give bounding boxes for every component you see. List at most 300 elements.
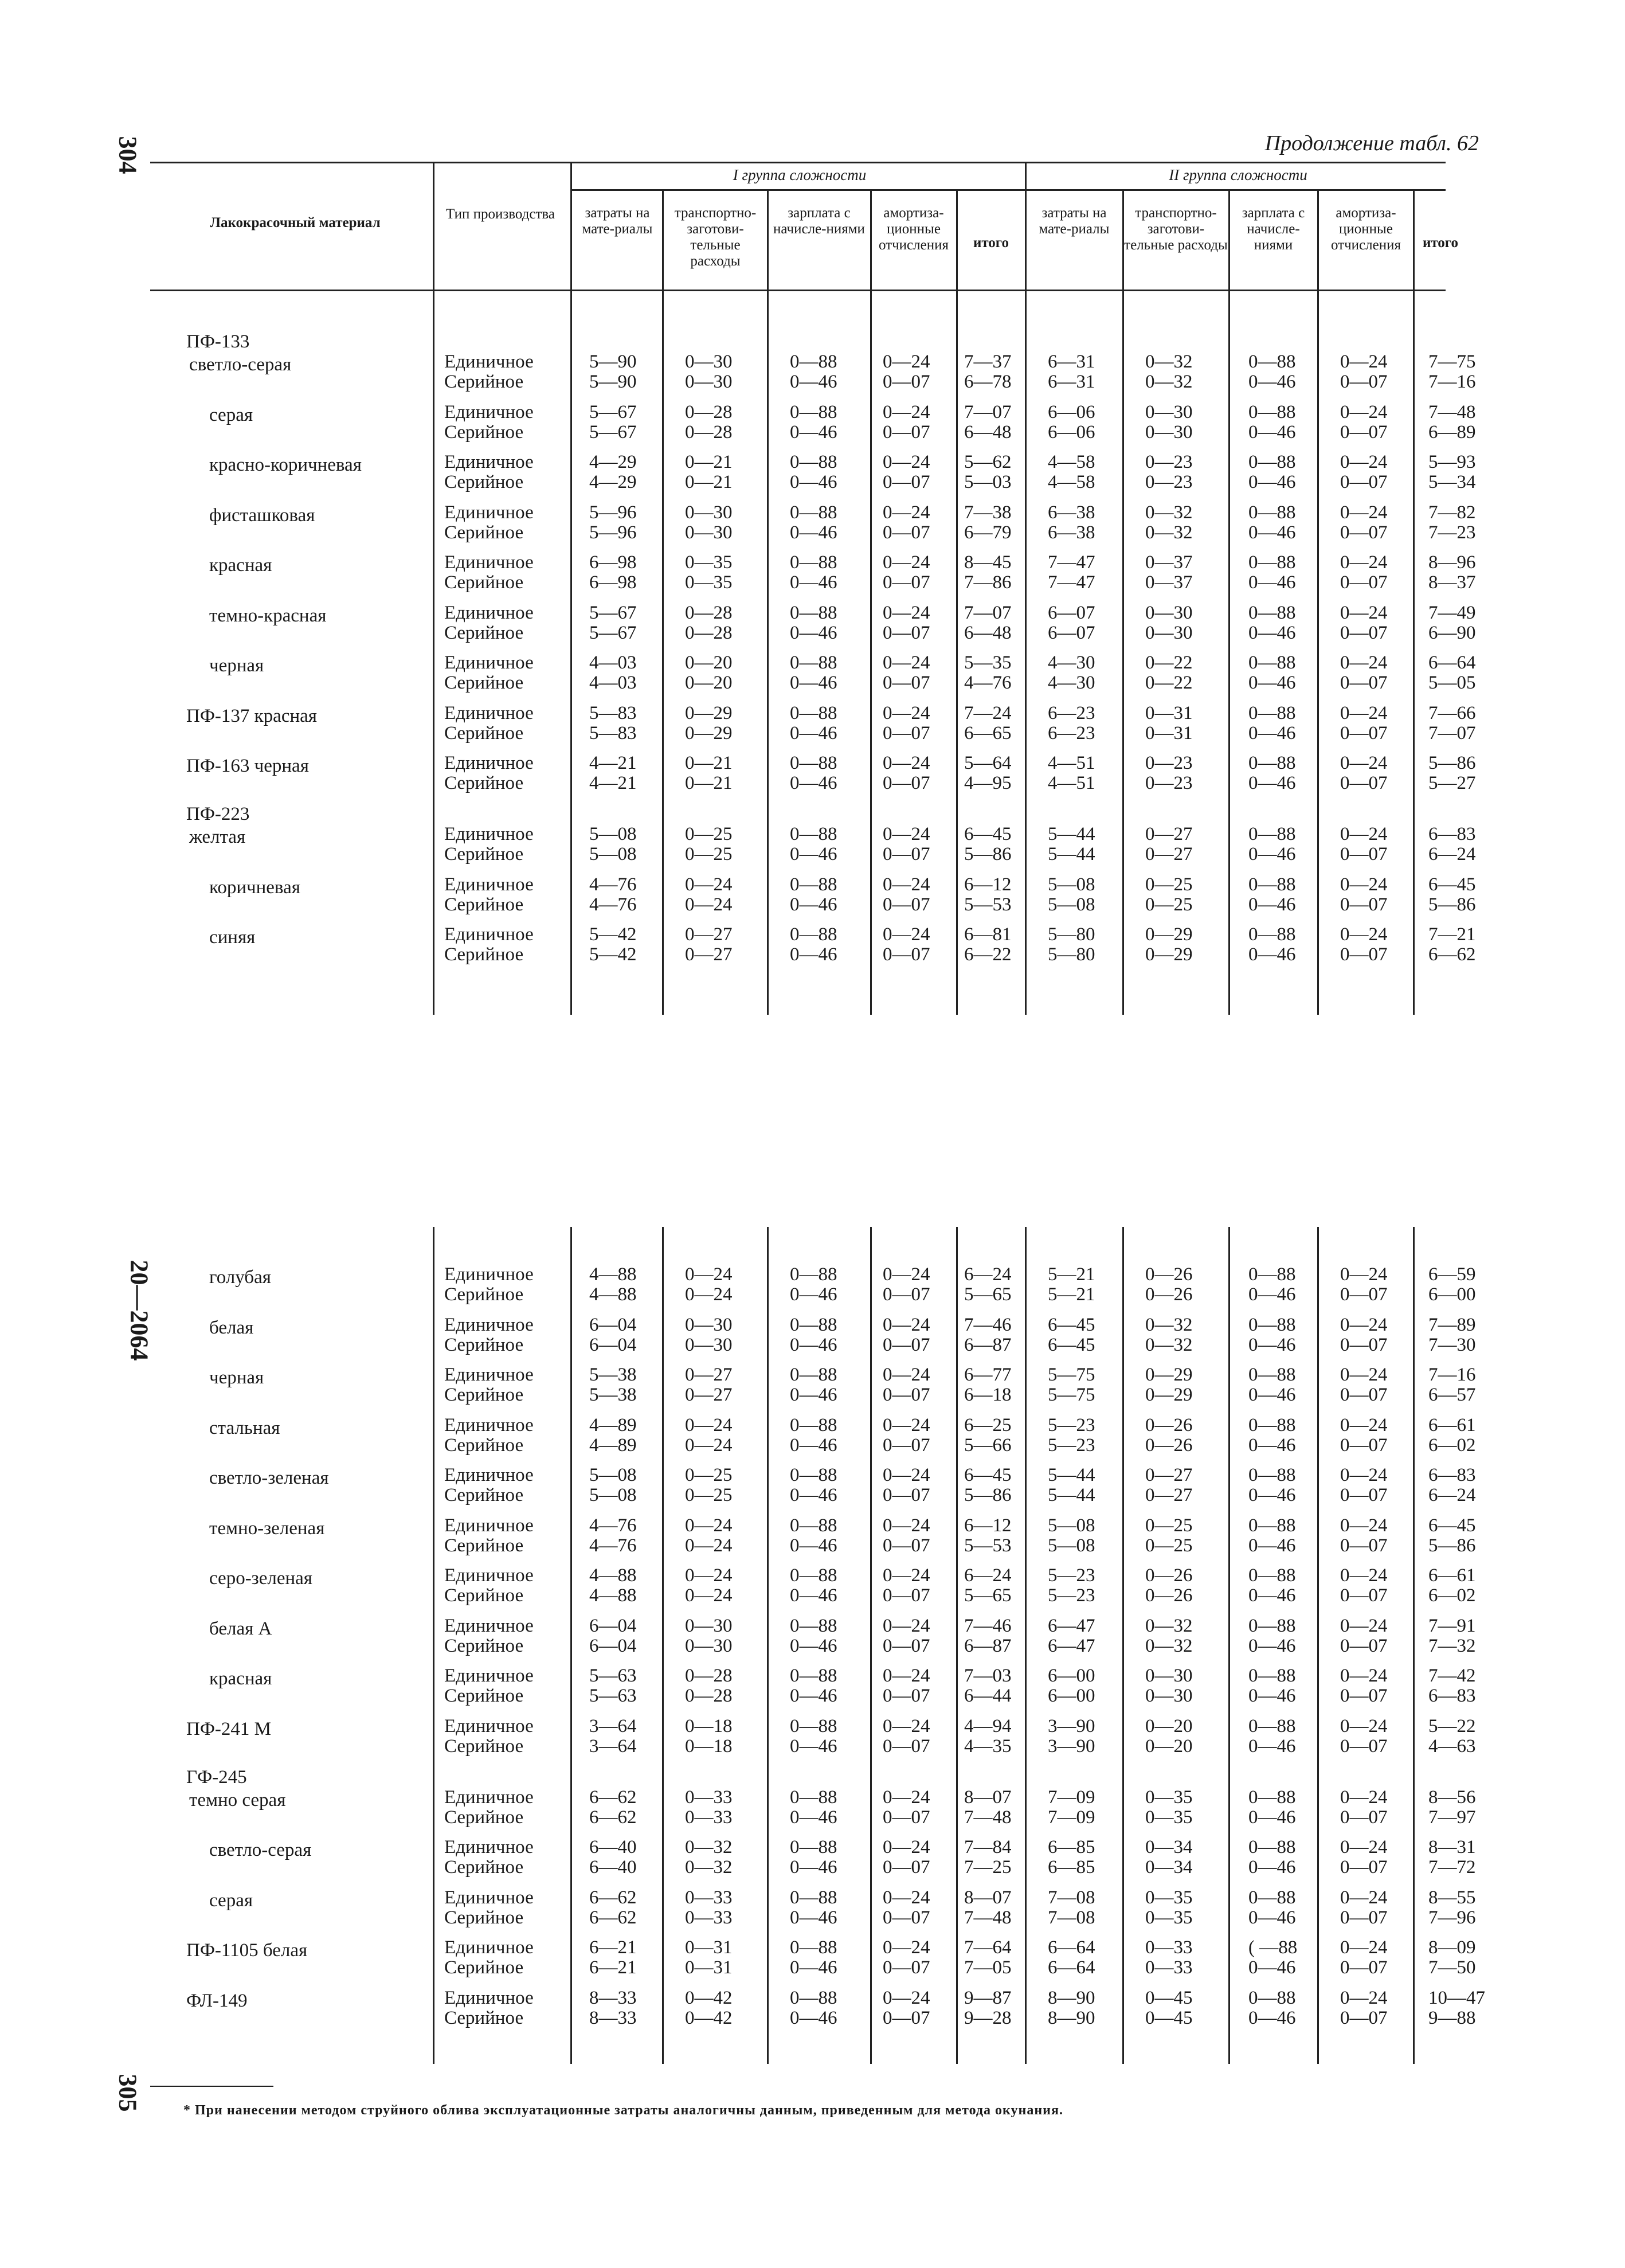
cost-single: 0—30 <box>1145 1665 1193 1686</box>
cost-serial: 0—33 <box>685 1806 733 1828</box>
cost-serial: 0—07 <box>1340 1686 1388 1706</box>
cost-single: 6—45 <box>1048 1314 1095 1335</box>
cost-serial: 0—26 <box>1145 1284 1193 1305</box>
cost-cell <box>964 875 1012 915</box>
cost-cell <box>1340 1465 1388 1506</box>
cost-single: 6—06 <box>1048 401 1095 423</box>
cost-single: 0—33 <box>685 1786 733 1808</box>
cost-serial: 0—46 <box>1248 522 1296 543</box>
cost-cell <box>1428 703 1476 744</box>
cost-single: 0—24 <box>1340 552 1388 573</box>
cost-serial: 0—27 <box>1145 1485 1193 1506</box>
cost-cell <box>1048 653 1095 693</box>
cost-cell <box>790 1415 837 1456</box>
cost-single: 0—24 <box>1340 1665 1388 1686</box>
cost-serial: 0—07 <box>883 2007 930 2028</box>
column-rule <box>1228 1227 1230 2064</box>
cost-cell <box>1428 1415 1476 1456</box>
cost-serial: 5—08 <box>1048 1535 1095 1556</box>
cost-serial: 4—88 <box>589 1284 637 1305</box>
cost-serial: 0—35 <box>685 572 733 593</box>
production-type-single: Единичное <box>444 1515 534 1536</box>
cost-cell <box>1428 1666 1476 1706</box>
cost-cell <box>964 1516 1012 1556</box>
production-type <box>444 1616 534 1656</box>
cost-single: 0—30 <box>685 1615 733 1636</box>
cost-serial: 0—46 <box>790 1385 837 1405</box>
cost-cell <box>1048 824 1095 865</box>
cost-single: 0—24 <box>1340 351 1388 372</box>
cost-single: 5—44 <box>1048 824 1095 844</box>
cost-cell <box>883 753 930 793</box>
cost-single: 5—67 <box>589 602 637 623</box>
cost-serial: 7—08 <box>1048 1907 1095 1928</box>
cost-cell <box>883 1837 930 1878</box>
cost-single: 5—23 <box>1048 1414 1095 1436</box>
header-col-rule <box>570 162 572 290</box>
cost-cell <box>1428 1988 1485 2028</box>
cost-serial: 0—46 <box>790 894 837 915</box>
cost-serial: 0—24 <box>685 894 733 915</box>
cost-serial: 6—62 <box>589 1907 637 1928</box>
cost-serial: 6—00 <box>1428 1284 1476 1305</box>
cost-single: 0—42 <box>685 1987 733 2008</box>
cost-single: 0—23 <box>1145 753 1193 773</box>
cost-serial: 0—30 <box>1145 421 1193 443</box>
cost-serial: 0—33 <box>1145 1957 1193 1978</box>
cost-single: 0—88 <box>1248 1515 1296 1536</box>
production-type-serial: Серийное <box>444 1686 524 1706</box>
cost-single: 5—75 <box>1048 1364 1095 1385</box>
cost-cell <box>1428 1616 1476 1656</box>
cost-cell <box>790 1716 837 1757</box>
cost-cell <box>790 1566 837 1606</box>
cost-single: 0—88 <box>790 1264 837 1285</box>
cost-serial: 0—07 <box>883 1334 930 1355</box>
cost-serial: 0—07 <box>1340 1635 1388 1656</box>
cost-cell <box>1248 1616 1296 1656</box>
cost-serial: 0—07 <box>883 572 930 593</box>
cost-single: 5—08 <box>589 824 637 844</box>
cost-single: 0—88 <box>1248 824 1296 844</box>
cost-single: 7—66 <box>1428 702 1476 724</box>
cost-single: 6—45 <box>964 824 1012 844</box>
cost-cell <box>685 352 733 392</box>
cost-serial: 6—07 <box>1048 622 1095 643</box>
cost-cell <box>883 1566 930 1606</box>
cost-serial: 0—30 <box>685 372 733 392</box>
material-name: светло-серая <box>209 1840 312 1860</box>
cost-single: 0—88 <box>1248 924 1296 945</box>
cost-cell <box>883 1365 930 1405</box>
cost-serial: 0—46 <box>1248 1485 1296 1506</box>
cost-single: 4—58 <box>1048 452 1095 472</box>
cost-serial: 0—46 <box>790 1907 837 1928</box>
production-type <box>444 1516 534 1556</box>
cost-serial: 4—21 <box>589 773 637 793</box>
cost-single: 0—24 <box>1340 401 1388 423</box>
cost-serial: 0—46 <box>1248 1857 1296 1878</box>
cost-serial: 7—16 <box>1428 372 1476 392</box>
cost-cell <box>1048 703 1095 744</box>
cost-cell <box>1340 503 1388 543</box>
cost-serial: 5—75 <box>1048 1385 1095 1405</box>
cost-serial: 0—29 <box>1145 1385 1193 1405</box>
cost-single: 0—20 <box>1145 1715 1193 1737</box>
cost-serial: 5—86 <box>964 844 1012 865</box>
production-type <box>444 1888 534 1928</box>
cost-single: 0—24 <box>883 602 930 623</box>
cost-serial: 0—46 <box>1248 1735 1296 1757</box>
cost-single: 7—21 <box>1428 924 1476 945</box>
cost-cell <box>790 1365 837 1405</box>
cost-single: 0—25 <box>685 1465 733 1485</box>
production-type-serial: Серийное <box>444 1635 524 1656</box>
cost-cell <box>1428 503 1476 543</box>
cost-cell <box>790 824 837 865</box>
cost-serial: 8—33 <box>589 2007 637 2028</box>
cost-single: 6—04 <box>589 1314 637 1335</box>
cost-single: 0—88 <box>790 1615 837 1636</box>
production-type-single: Единичное <box>444 401 534 423</box>
cost-serial: 0—46 <box>790 1434 837 1456</box>
cost-single: 5—86 <box>1428 753 1476 773</box>
header-col-10: итого <box>1422 235 1459 251</box>
cost-cell <box>589 1566 637 1606</box>
cost-serial: 0—07 <box>883 1535 930 1556</box>
production-type-serial: Серийное <box>444 1284 524 1305</box>
material-name: ПФ-1105 белая <box>186 1940 308 1961</box>
cost-cell <box>1048 1666 1095 1706</box>
cost-serial: 0—26 <box>1145 1585 1193 1606</box>
cost-serial: 0—07 <box>883 1585 930 1606</box>
cost-cell <box>790 1888 837 1928</box>
cost-single: 6—24 <box>964 1565 1012 1586</box>
cost-single: 7—91 <box>1428 1615 1476 1636</box>
cost-cell <box>883 1415 930 1456</box>
cost-single: 0—24 <box>685 874 733 895</box>
cost-cell <box>685 703 733 744</box>
cost-serial: 0—24 <box>685 1284 733 1305</box>
cost-single: 0—24 <box>883 924 930 945</box>
production-type-single: Единичное <box>444 1364 534 1385</box>
header-material: Лакокрасочный материал <box>210 215 381 230</box>
cost-cell <box>1145 1566 1193 1606</box>
cost-single: 6—23 <box>1048 702 1095 724</box>
cost-serial: 5—67 <box>589 421 637 443</box>
material-name: стальная <box>209 1417 280 1438</box>
cost-single: 0—24 <box>685 1264 733 1285</box>
cost-cell <box>685 1938 733 1978</box>
cost-single: 0—34 <box>1145 1837 1193 1858</box>
cost-cell <box>964 703 1012 744</box>
cost-single: 0—28 <box>685 401 733 423</box>
cost-serial: 4—30 <box>1048 672 1095 693</box>
cost-cell <box>883 1616 930 1656</box>
cost-single: 6—64 <box>1428 652 1476 673</box>
cost-serial: 0—18 <box>685 1735 733 1757</box>
cost-single: 5—08 <box>1048 1515 1095 1536</box>
cost-single: 0—29 <box>1145 924 1193 945</box>
cost-serial: 5—44 <box>1048 844 1095 865</box>
production-type-single: Единичное <box>444 351 534 372</box>
cost-serial: 0—46 <box>790 372 837 392</box>
production-type-serial: Серийное <box>444 944 524 965</box>
cost-serial: 0—07 <box>883 1857 930 1878</box>
cost-cell <box>1048 925 1095 965</box>
cost-serial: 4—89 <box>589 1434 637 1456</box>
cost-single: 0—32 <box>685 1837 733 1858</box>
cost-serial: 0—46 <box>1248 672 1296 693</box>
cost-single: 0—88 <box>790 924 837 945</box>
cost-cell <box>1340 1616 1388 1656</box>
cost-cell <box>1340 653 1388 693</box>
cost-cell <box>964 1365 1012 1405</box>
cost-cell <box>1248 1566 1296 1606</box>
cost-single: 0—88 <box>1248 1565 1296 1586</box>
cost-single: 0—88 <box>1248 652 1296 673</box>
cost-cell <box>790 653 837 693</box>
cost-serial: 6—87 <box>964 1334 1012 1355</box>
cost-single: 0—88 <box>790 1414 837 1436</box>
cost-serial: 0—07 <box>1340 844 1388 865</box>
cost-single: 0—32 <box>1145 1314 1193 1335</box>
cost-cell <box>1145 1716 1193 1757</box>
cost-cell <box>589 1716 637 1757</box>
cost-single: 0—26 <box>1145 1264 1193 1285</box>
cost-single: 4—94 <box>964 1715 1012 1737</box>
cost-single: 0—24 <box>883 401 930 423</box>
cost-cell <box>1248 503 1296 543</box>
cost-single: 0—88 <box>790 652 837 673</box>
cost-serial: 5—65 <box>964 1585 1012 1606</box>
cost-serial: 6—79 <box>964 522 1012 543</box>
cost-single: 6—83 <box>1428 824 1476 844</box>
cost-single: 0—88 <box>790 552 837 573</box>
cost-serial: 6—06 <box>1048 421 1095 443</box>
cost-serial: 5—05 <box>1428 672 1476 693</box>
cost-single: 0—24 <box>883 1887 930 1908</box>
cost-cell <box>1248 703 1296 744</box>
cost-single: 0—24 <box>1340 1314 1388 1335</box>
cost-serial: 0—27 <box>685 944 733 965</box>
cost-single: 8—45 <box>964 552 1012 573</box>
cost-single: 5—22 <box>1428 1715 1476 1737</box>
cost-cell <box>685 1837 733 1878</box>
column-rule <box>870 290 872 1015</box>
cost-serial: 0—46 <box>790 844 837 865</box>
cost-serial: 5—65 <box>964 1284 1012 1305</box>
cost-serial: 0—46 <box>790 522 837 543</box>
cost-cell <box>1340 603 1388 643</box>
cost-cell <box>1145 1888 1193 1928</box>
cost-serial: 0—07 <box>1340 1957 1388 1978</box>
cost-cell <box>790 925 837 965</box>
cost-single: 6—62 <box>589 1786 637 1808</box>
group-rule <box>570 189 1446 191</box>
cost-cell <box>1428 875 1476 915</box>
production-type-serial: Серийное <box>444 372 524 392</box>
cost-cell <box>589 753 637 793</box>
cost-serial: 0—07 <box>1340 572 1388 593</box>
cost-serial: 4—76 <box>964 672 1012 693</box>
cost-cell <box>1048 1938 1095 1978</box>
production-type-single: Единичное <box>444 824 534 844</box>
cost-single: 7—89 <box>1428 1314 1476 1335</box>
cost-single: 0—88 <box>790 874 837 895</box>
cost-cell <box>790 753 837 793</box>
cost-single: 0—88 <box>790 1937 837 1958</box>
cost-cell <box>1145 1837 1193 1878</box>
cost-cell <box>1145 753 1193 793</box>
cost-serial: 0—07 <box>883 1485 930 1506</box>
cost-serial: 0—32 <box>1145 372 1193 392</box>
cost-cell <box>883 402 930 443</box>
cost-cell <box>1428 653 1476 693</box>
column-rule <box>1317 1227 1319 2064</box>
cost-serial: 5—08 <box>589 1485 637 1506</box>
cost-cell <box>685 1415 733 1456</box>
production-type-serial: Серийное <box>444 622 524 643</box>
cost-single: 0—35 <box>1145 1786 1193 1808</box>
cost-single: 0—25 <box>1145 1515 1193 1536</box>
cost-cell <box>1340 352 1388 392</box>
production-type <box>444 1716 534 1757</box>
cost-serial: 0—46 <box>1248 844 1296 865</box>
cost-cell <box>1248 1888 1296 1928</box>
cost-serial: 0—07 <box>883 622 930 643</box>
cost-single: 0—88 <box>790 1887 837 1908</box>
cost-cell <box>1428 603 1476 643</box>
cost-single: 0—24 <box>685 1414 733 1436</box>
header-col-1: затраты на мате-риалы <box>582 205 653 237</box>
production-type-single: Единичное <box>444 1887 534 1908</box>
cost-serial: 5—23 <box>1048 1434 1095 1456</box>
cost-serial: 0—07 <box>1340 1385 1388 1405</box>
cost-cell <box>1048 503 1095 543</box>
cost-serial: 4—88 <box>589 1585 637 1606</box>
cost-serial: 0—30 <box>685 1635 733 1656</box>
cost-cell <box>883 1788 930 1828</box>
column-rule <box>1025 290 1027 1015</box>
cost-serial: 0—46 <box>790 1635 837 1656</box>
cost-cell <box>1340 402 1388 443</box>
cost-serial: 0—46 <box>790 472 837 492</box>
cost-single: 6—38 <box>1048 502 1095 523</box>
cost-serial: 0—07 <box>1340 894 1388 915</box>
cost-cell <box>589 703 637 744</box>
production-type-serial: Серийное <box>444 844 524 865</box>
cost-serial: 0—07 <box>883 1806 930 1828</box>
cost-cell <box>964 1837 1012 1878</box>
cost-serial: 0—07 <box>883 1957 930 1978</box>
cost-serial: 0—07 <box>883 1635 930 1656</box>
cost-single: 0—33 <box>685 1887 733 1908</box>
cost-serial: 0—07 <box>1340 773 1388 793</box>
cost-serial: 0—07 <box>883 1735 930 1757</box>
cost-serial: 0—25 <box>685 1485 733 1506</box>
cost-cell <box>1340 1716 1388 1757</box>
cost-single: 0—24 <box>1340 1615 1388 1636</box>
cost-cell <box>589 1988 637 2028</box>
cost-single: 0—88 <box>790 702 837 724</box>
cost-serial: 4—76 <box>589 894 637 915</box>
cost-serial: 0—07 <box>1340 944 1388 965</box>
cost-single: 0—24 <box>1340 1837 1388 1858</box>
cost-cell <box>790 1788 837 1828</box>
cost-cell <box>790 1465 837 1506</box>
cost-single: 6—04 <box>589 1615 637 1636</box>
cost-single: 0—35 <box>685 552 733 573</box>
cost-serial: 0—46 <box>790 1857 837 1878</box>
cost-serial: 0—46 <box>1248 2007 1296 2028</box>
cost-cell <box>685 452 733 492</box>
production-type-serial: Серийное <box>444 894 524 915</box>
cost-serial: 0—37 <box>1145 572 1193 593</box>
cost-serial: 0—46 <box>1248 622 1296 643</box>
production-type-single: Единичное <box>444 1786 534 1808</box>
cost-cell <box>1048 553 1095 593</box>
cost-serial: 3—64 <box>589 1735 637 1757</box>
cost-serial: 6—85 <box>1048 1857 1095 1878</box>
cost-cell <box>1340 1888 1388 1928</box>
header-top-rule <box>150 162 1446 163</box>
cost-serial: 0—42 <box>685 2007 733 2028</box>
cost-single: 7—09 <box>1048 1786 1095 1808</box>
cost-single: 0—27 <box>1145 1465 1193 1485</box>
cost-cell <box>964 603 1012 643</box>
cost-cell <box>1145 603 1193 643</box>
cost-cell <box>1048 1837 1095 1878</box>
production-type <box>444 402 534 443</box>
cost-serial: 0—24 <box>685 1585 733 1606</box>
cost-single: 7—82 <box>1428 502 1476 523</box>
material-name: светло-серая <box>189 354 292 375</box>
production-type <box>444 1988 534 2028</box>
cost-single: 5—90 <box>589 351 637 372</box>
column-rule <box>433 1227 434 2064</box>
cost-serial: 6—64 <box>1048 1957 1095 1978</box>
cost-single: 8—07 <box>964 1887 1012 1908</box>
cost-cell <box>1145 875 1193 915</box>
cost-serial: 7—25 <box>964 1857 1012 1878</box>
cost-serial: 0—46 <box>790 622 837 643</box>
cost-cell <box>1428 402 1476 443</box>
cost-single: 0—25 <box>685 824 733 844</box>
cost-cell <box>964 1265 1012 1305</box>
cost-serial: 0—46 <box>790 421 837 443</box>
cost-single: 0—24 <box>1340 452 1388 472</box>
cost-cell <box>964 1315 1012 1355</box>
cost-single: 6—85 <box>1048 1837 1095 1858</box>
cost-cell <box>964 553 1012 593</box>
cost-single: 0—32 <box>1145 502 1193 523</box>
cost-single: 0—24 <box>883 452 930 472</box>
cost-cell <box>1428 1716 1476 1757</box>
column-rule <box>767 290 769 1015</box>
cost-single: 5—96 <box>589 502 637 523</box>
cost-cell <box>883 653 930 693</box>
cost-serial: 0—07 <box>1340 1806 1388 1828</box>
cost-cell <box>685 1315 733 1355</box>
cost-cell <box>1340 1315 1388 1355</box>
cost-single: 0—88 <box>1248 1465 1296 1485</box>
cost-cell <box>1048 1465 1095 1506</box>
cost-serial: 0—46 <box>1248 1434 1296 1456</box>
cost-cell <box>1248 824 1296 865</box>
cost-cell <box>883 1465 930 1506</box>
cost-single: 5—63 <box>589 1665 637 1686</box>
